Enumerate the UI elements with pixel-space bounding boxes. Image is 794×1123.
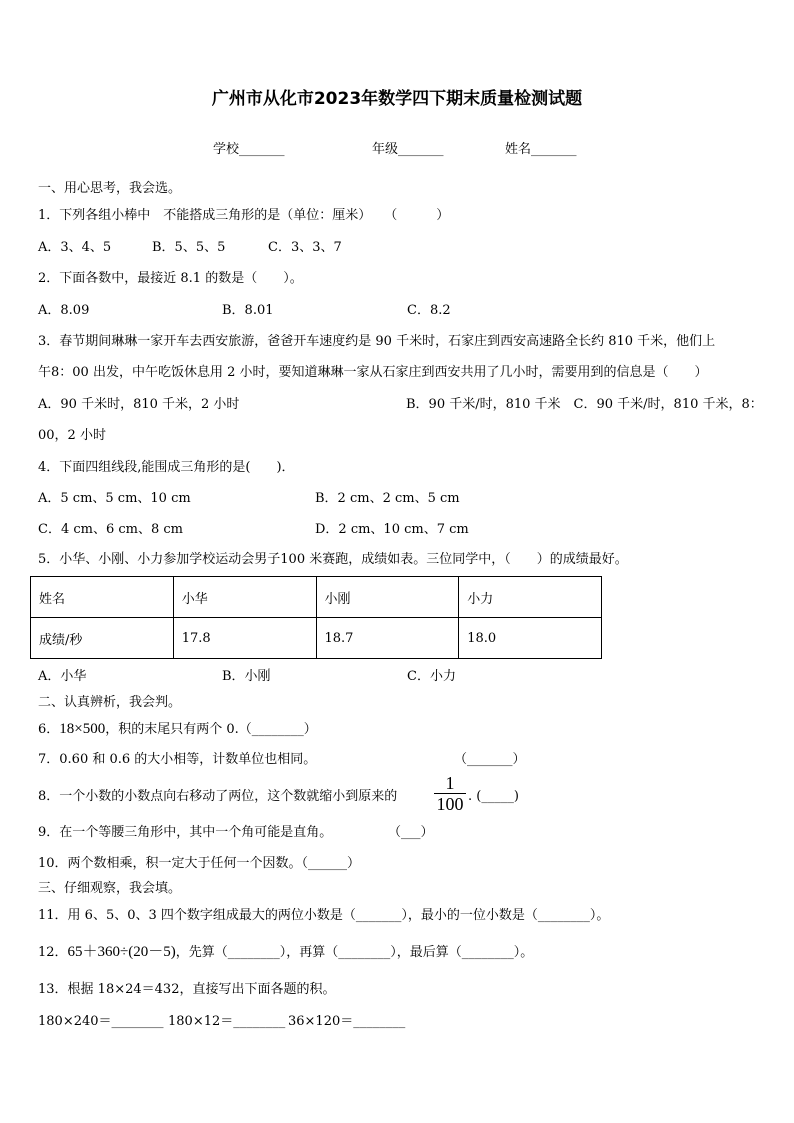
fraction-numerator: 1 xyxy=(445,773,455,793)
question-6-expression: 18×500 xyxy=(59,721,106,737)
section-1-heading: 一、用心思考，我会选。 xyxy=(38,181,182,196)
table-cell: 小华 xyxy=(173,577,316,618)
table-cell: 18.7 xyxy=(316,618,459,659)
question-1-option-c: C．3、3、7 xyxy=(268,240,342,255)
question-3-line-1: 3．春节期间琳琳一家开车去西安旅游，爸爸开车速度约是 90 千米时，石家庄到西安高速路全长约 810 千米，他们上 xyxy=(38,334,716,349)
question-3-option-c-cont: 00，2 小时 xyxy=(38,428,106,443)
question-12-text: ，先算（________），再算（________），最后算（________）。 xyxy=(175,945,534,960)
question-4-option-b: B．2 cm、2 cm、5 cm xyxy=(315,491,460,506)
question-4-option-c: C．4 cm、6 cm、8 cm xyxy=(38,522,183,537)
question-1-stem: 1．下列各组小棒中 不能搭成三角形的是（单位：厘米） （ ） xyxy=(38,208,450,223)
question-13-item[interactable]: 180×12＝________ xyxy=(168,1014,286,1029)
question-1-option-b: B．5、5、5 xyxy=(152,240,226,255)
question-2-option-c: C．8.2 xyxy=(407,303,451,318)
question-9-blank[interactable]: （___） xyxy=(388,825,434,840)
question-number: 6． xyxy=(38,722,60,737)
question-2-option-b: B．8.01 xyxy=(222,303,274,318)
question-11-text: 11．用 6、5、0、3 四个数字组成最大的两位小数是（_______），最小的一位小数是（________）。 xyxy=(38,908,610,923)
question-6-text: ，积的末尾只有两个 0.（________） xyxy=(105,722,317,737)
question-13-stem: 13．根据 18×24＝432，直接写出下面各题的积。 xyxy=(38,982,336,997)
table-cell: 姓名 xyxy=(31,577,174,618)
question-4-option-d: D．2 cm、10 cm、7 cm xyxy=(315,522,469,537)
grade-field[interactable]: 年级_______ xyxy=(372,142,444,157)
question-2-stem: 2．下面各数中，最接近 8.1 的数是（ ）。 xyxy=(38,271,303,286)
question-13-item[interactable]: 180×240＝________ xyxy=(38,1014,164,1029)
question-5-stem: 5．小华、小刚、小力参加学校运动会男子100 米赛跑，成绩如表。三位同学中，（ ）的成绩最好。 xyxy=(38,552,628,567)
question-4-stem: 4．下面四组线段,能围成三角形的是( )． xyxy=(38,460,295,475)
question-number: 12． xyxy=(38,945,68,960)
fraction-denominator: 100 xyxy=(436,794,464,814)
question-8-text: 8．一个小数的小数点向右移动了两位，这个数就缩小到原来的 xyxy=(38,789,398,804)
page-title: 广州市从化市2023年数学四下期末质量检测试题 xyxy=(211,89,583,109)
question-9-text: 9．在一个等腰三角形中，其中一个角可能是直角。 xyxy=(38,825,333,840)
fraction-one-hundredth xyxy=(432,774,468,813)
question-8-blank[interactable]: . (_____) xyxy=(468,789,519,804)
question-5-option-a: A．小华 xyxy=(38,669,87,684)
name-field[interactable]: 姓名_______ xyxy=(505,142,577,157)
table-cell: 小刚 xyxy=(316,577,459,618)
table-cell: 17.8 xyxy=(173,618,316,659)
results-table xyxy=(30,576,602,659)
question-5-option-c: C．小力 xyxy=(407,669,456,684)
question-12 xyxy=(38,945,533,960)
table-row xyxy=(31,618,602,659)
question-4-option-a: A．5 cm、5 cm、10 cm xyxy=(38,491,191,506)
question-7-blank[interactable]: （_______） xyxy=(454,752,526,767)
question-7-text: 7．0.60 和 0.6 的大小相等，计数单位也相同。 xyxy=(38,752,317,767)
question-3-line-2: 午8：00 出发，中午吃饭休息用 2 小时，要知道琳琳一家从石家庄到西安共用了几小时，需要用到的信息是（ ） xyxy=(38,365,708,380)
question-3-option-a: A．90 千米时，810 千米，2 小时 xyxy=(38,397,240,412)
table-cell: 18.0 xyxy=(459,618,602,659)
question-6 xyxy=(38,722,317,737)
section-2-heading: 二、认真辨析，我会判。 xyxy=(38,695,182,710)
question-13-item[interactable]: 36×120＝________ xyxy=(288,1014,406,1029)
school-field[interactable]: 学校_______ xyxy=(213,142,285,157)
question-12-expression: 65＋360÷(20－5) xyxy=(67,944,176,960)
table-cell: 成绩/秒 xyxy=(31,618,174,659)
section-3-heading: 三、仔细观察，我会填。 xyxy=(38,881,182,896)
question-3-option-bc: B．90 千米/时，810 千米 C．90 千米/时，810 千米，8： xyxy=(406,397,763,412)
question-1-option-a: A．3、4、5 xyxy=(38,240,112,255)
table-cell: 小力 xyxy=(459,577,602,618)
question-2-option-a: A．8.09 xyxy=(38,303,90,318)
question-5-option-b: B．小刚 xyxy=(222,669,271,684)
question-10-text: 10．两个数相乘，积一定大于任何一个因数。（______） xyxy=(38,856,361,871)
table-row xyxy=(31,577,602,618)
